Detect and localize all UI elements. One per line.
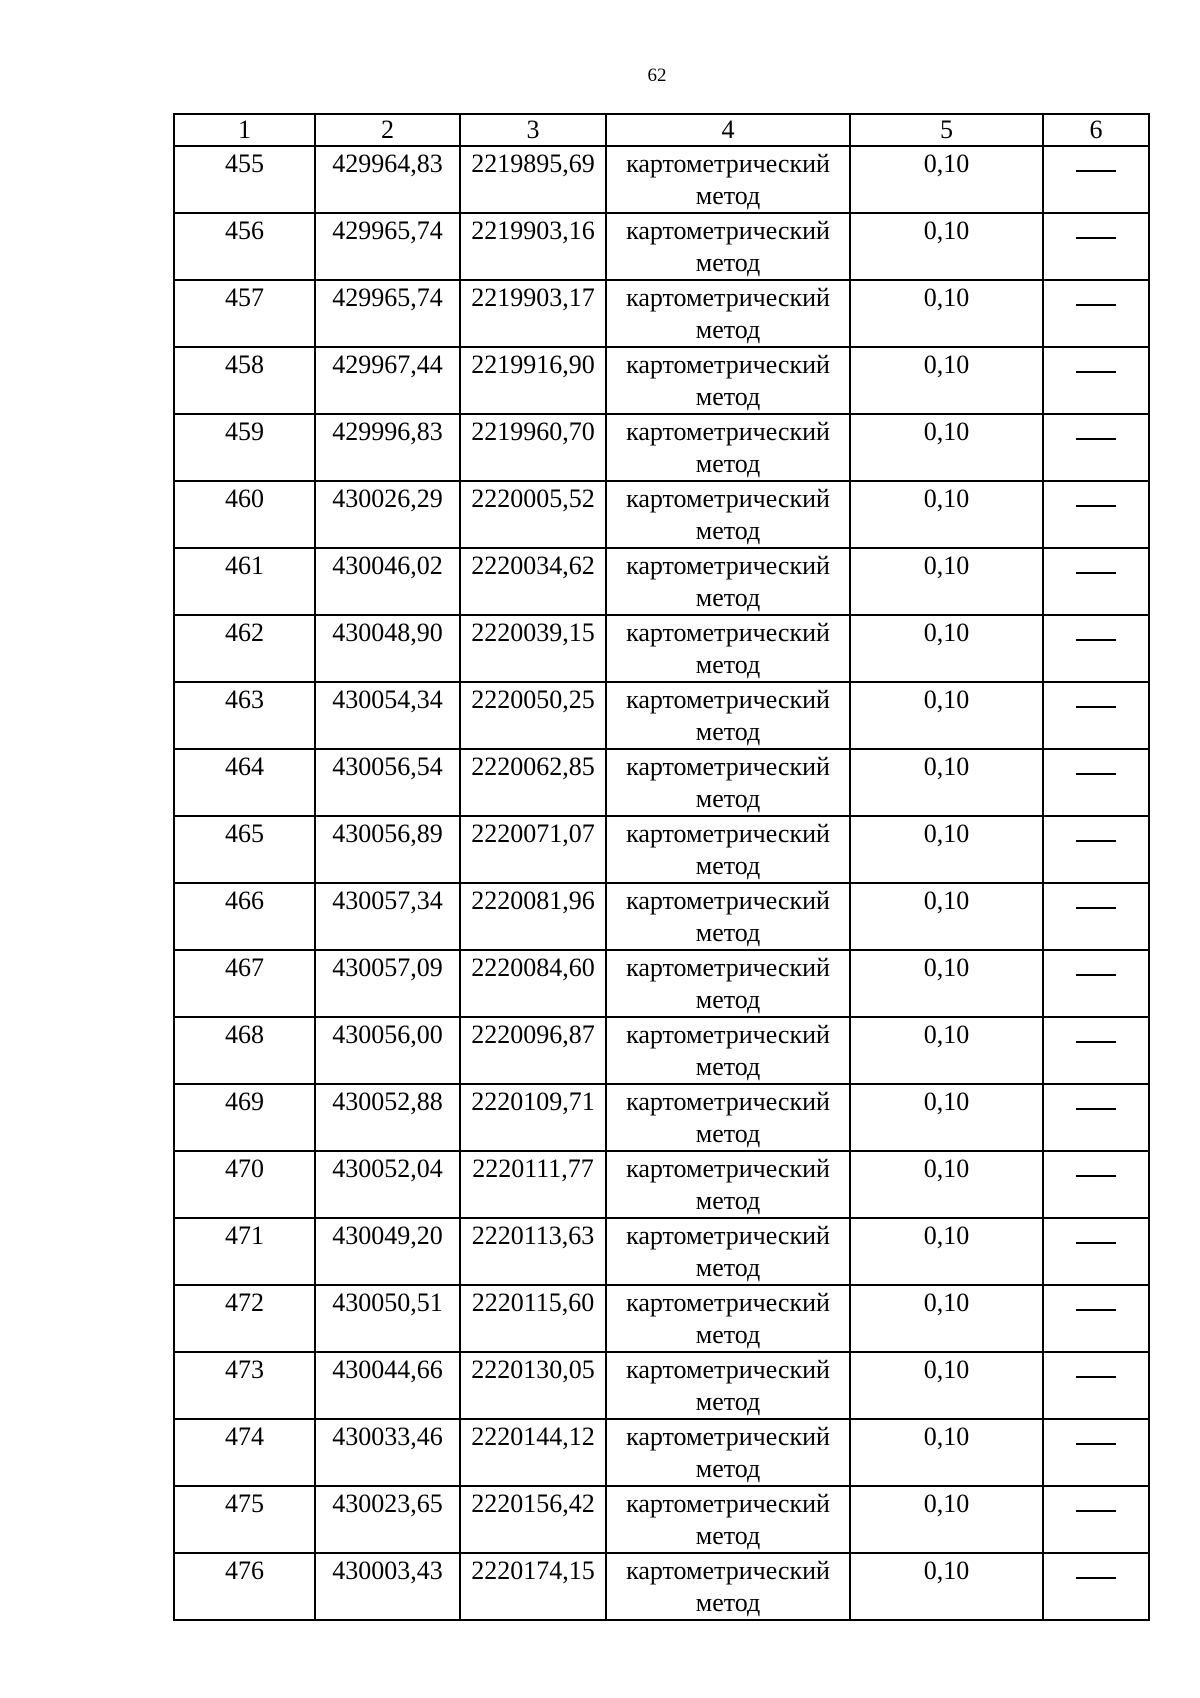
- dash-mark: [1076, 371, 1116, 373]
- point-number-cell: 474: [174, 1419, 315, 1486]
- method-line: метод: [695, 516, 761, 545]
- accuracy-cell: 0,10: [850, 682, 1043, 749]
- point-number-cell: 467: [174, 950, 315, 1017]
- method-line: метод: [695, 918, 761, 947]
- table-row: [174, 1218, 1149, 1285]
- column-header: 3: [460, 114, 606, 146]
- x-coordinate-cell: 430052,04: [315, 1151, 460, 1218]
- method-cell: [606, 1352, 850, 1419]
- method-line: метод: [695, 650, 761, 679]
- point-number-cell: 476: [174, 1553, 315, 1620]
- y-coordinate-cell: 2220081,96: [460, 883, 606, 950]
- x-coordinate-cell: 430057,09: [315, 950, 460, 1017]
- y-coordinate-cell: 2220156,42: [460, 1486, 606, 1553]
- point-number-cell: 460: [174, 481, 315, 548]
- point-number-cell: 468: [174, 1017, 315, 1084]
- method-cell: [606, 816, 850, 883]
- x-coordinate-cell: 430003,43: [315, 1553, 460, 1620]
- note-cell: [1043, 213, 1149, 280]
- y-coordinate-cell: 2220005,52: [460, 481, 606, 548]
- method-line: метод: [695, 315, 761, 344]
- table-row: [174, 1352, 1149, 1419]
- dash-mark: [1076, 773, 1116, 775]
- dash-mark: [1076, 1242, 1116, 1244]
- table-row: [174, 280, 1149, 347]
- point-number-cell: 458: [174, 347, 315, 414]
- accuracy-cell: 0,10: [850, 1151, 1043, 1218]
- y-coordinate-cell: 2220115,60: [460, 1285, 606, 1352]
- note-cell: [1043, 816, 1149, 883]
- table-row: [174, 883, 1149, 950]
- point-number-cell: 457: [174, 280, 315, 347]
- accuracy-cell: 0,10: [850, 1486, 1043, 1553]
- table-row: [174, 950, 1149, 1017]
- dash-mark: [1076, 974, 1116, 976]
- method-line: метод: [695, 181, 761, 210]
- method-line: метод: [695, 248, 761, 277]
- y-coordinate-cell: 2219916,90: [460, 347, 606, 414]
- column-header: 1: [174, 114, 315, 146]
- column-header: 2: [315, 114, 460, 146]
- note-cell: [1043, 1352, 1149, 1419]
- method-line: метод: [695, 1320, 761, 1349]
- y-coordinate-cell: 2220096,87: [460, 1017, 606, 1084]
- dash-mark: [1076, 1175, 1116, 1177]
- x-coordinate-cell: 430057,34: [315, 883, 460, 950]
- x-coordinate-cell: 430056,89: [315, 816, 460, 883]
- method-line: картометрический: [626, 685, 830, 714]
- note-cell: [1043, 1218, 1149, 1285]
- method-cell: [606, 749, 850, 816]
- x-coordinate-cell: 430023,65: [315, 1486, 460, 1553]
- x-coordinate-cell: 430033,46: [315, 1419, 460, 1486]
- note-cell: [1043, 146, 1149, 213]
- x-coordinate-cell: 430048,90: [315, 615, 460, 682]
- method-line: метод: [695, 1454, 761, 1483]
- note-cell: [1043, 1017, 1149, 1084]
- method-cell: [606, 1218, 850, 1285]
- x-coordinate-cell: 430056,00: [315, 1017, 460, 1084]
- dash-mark: [1076, 1443, 1116, 1445]
- point-number-cell: 463: [174, 682, 315, 749]
- note-cell: [1043, 883, 1149, 950]
- method-line: картометрический: [626, 1288, 830, 1317]
- column-header: 5: [850, 114, 1043, 146]
- x-coordinate-cell: 429965,74: [315, 213, 460, 280]
- point-number-cell: 461: [174, 548, 315, 615]
- method-cell: [606, 146, 850, 213]
- y-coordinate-cell: 2219960,70: [460, 414, 606, 481]
- accuracy-cell: 0,10: [850, 347, 1043, 414]
- y-coordinate-cell: 2219903,16: [460, 213, 606, 280]
- x-coordinate-cell: 429965,74: [315, 280, 460, 347]
- table-row: [174, 213, 1149, 280]
- accuracy-cell: 0,10: [850, 280, 1043, 347]
- method-cell: [606, 1017, 850, 1084]
- table-row: [174, 1151, 1149, 1218]
- method-line: картометрический: [626, 1489, 830, 1518]
- dash-mark: [1076, 1309, 1116, 1311]
- method-line: метод: [695, 1521, 761, 1550]
- dash-mark: [1076, 1376, 1116, 1378]
- point-number-cell: 456: [174, 213, 315, 280]
- method-line: картометрический: [626, 417, 830, 446]
- table-row: [174, 548, 1149, 615]
- x-coordinate-cell: 430050,51: [315, 1285, 460, 1352]
- x-coordinate-cell: 430049,20: [315, 1218, 460, 1285]
- note-cell: [1043, 347, 1149, 414]
- method-line: картометрический: [626, 1154, 830, 1183]
- note-cell: [1043, 1553, 1149, 1620]
- note-cell: [1043, 749, 1149, 816]
- note-cell: [1043, 414, 1149, 481]
- method-line: метод: [695, 1119, 761, 1148]
- note-cell: [1043, 1084, 1149, 1151]
- y-coordinate-cell: 2220109,71: [460, 1084, 606, 1151]
- method-line: картометрический: [626, 1556, 830, 1585]
- dash-mark: [1076, 237, 1116, 239]
- point-number-cell: 459: [174, 414, 315, 481]
- method-cell: [606, 1486, 850, 1553]
- method-line: метод: [695, 1052, 761, 1081]
- table-body: [174, 146, 1149, 1620]
- dash-mark: [1076, 1510, 1116, 1512]
- x-coordinate-cell: 430046,02: [315, 548, 460, 615]
- dash-mark: [1076, 572, 1116, 574]
- y-coordinate-cell: 2220071,07: [460, 816, 606, 883]
- table-row: [174, 1486, 1149, 1553]
- method-line: картометрический: [626, 283, 830, 312]
- dash-mark: [1076, 1108, 1116, 1110]
- table-row: [174, 347, 1149, 414]
- point-number-cell: 462: [174, 615, 315, 682]
- note-cell: [1043, 615, 1149, 682]
- dash-mark: [1076, 706, 1116, 708]
- coordinates-table: [173, 113, 1150, 1621]
- method-cell: [606, 414, 850, 481]
- point-number-cell: 470: [174, 1151, 315, 1218]
- y-coordinate-cell: 2220050,25: [460, 682, 606, 749]
- accuracy-cell: 0,10: [850, 883, 1043, 950]
- note-cell: [1043, 481, 1149, 548]
- table-header-row: [174, 114, 1149, 146]
- method-cell: [606, 1553, 850, 1620]
- method-line: метод: [695, 449, 761, 478]
- table-row: [174, 749, 1149, 816]
- accuracy-cell: 0,10: [850, 615, 1043, 682]
- note-cell: [1043, 548, 1149, 615]
- method-cell: [606, 481, 850, 548]
- method-line: метод: [695, 717, 761, 746]
- accuracy-cell: 0,10: [850, 950, 1043, 1017]
- method-line: метод: [695, 1387, 761, 1416]
- page-number: 62: [647, 65, 667, 86]
- y-coordinate-cell: 2220039,15: [460, 615, 606, 682]
- method-cell: [606, 615, 850, 682]
- method-line: картометрический: [626, 1422, 830, 1451]
- point-number-cell: 465: [174, 816, 315, 883]
- table-row: [174, 1084, 1149, 1151]
- y-coordinate-cell: 2220113,63: [460, 1218, 606, 1285]
- y-coordinate-cell: 2220084,60: [460, 950, 606, 1017]
- column-header: 4: [606, 114, 850, 146]
- dash-mark: [1076, 1577, 1116, 1579]
- dash-mark: [1076, 304, 1116, 306]
- point-number-cell: 455: [174, 146, 315, 213]
- accuracy-cell: 0,10: [850, 1419, 1043, 1486]
- method-line: метод: [695, 985, 761, 1014]
- method-cell: [606, 213, 850, 280]
- method-line: метод: [695, 1588, 761, 1617]
- y-coordinate-cell: 2220174,15: [460, 1553, 606, 1620]
- dash-mark: [1076, 639, 1116, 641]
- method-cell: [606, 883, 850, 950]
- point-number-cell: 471: [174, 1218, 315, 1285]
- method-line: картометрический: [626, 484, 830, 513]
- table-row: [174, 414, 1149, 481]
- dash-mark: [1076, 840, 1116, 842]
- point-number-cell: 472: [174, 1285, 315, 1352]
- point-number-cell: 475: [174, 1486, 315, 1553]
- accuracy-cell: 0,10: [850, 749, 1043, 816]
- method-line: картометрический: [626, 551, 830, 580]
- method-cell: [606, 280, 850, 347]
- method-line: метод: [695, 1253, 761, 1282]
- table-row: [174, 1553, 1149, 1620]
- dash-mark: [1076, 438, 1116, 440]
- table-row: [174, 816, 1149, 883]
- accuracy-cell: 0,10: [850, 548, 1043, 615]
- note-cell: [1043, 1486, 1149, 1553]
- table-row: [174, 615, 1149, 682]
- method-line: метод: [695, 1186, 761, 1215]
- y-coordinate-cell: 2220130,05: [460, 1352, 606, 1419]
- method-cell: [606, 950, 850, 1017]
- x-coordinate-cell: 429996,83: [315, 414, 460, 481]
- method-line: картометрический: [626, 350, 830, 379]
- method-cell: [606, 1419, 850, 1486]
- y-coordinate-cell: 2219903,17: [460, 280, 606, 347]
- method-line: картометрический: [626, 618, 830, 647]
- method-line: картометрический: [626, 1355, 830, 1384]
- accuracy-cell: 0,10: [850, 1553, 1043, 1620]
- method-line: картометрический: [626, 216, 830, 245]
- y-coordinate-cell: 2220034,62: [460, 548, 606, 615]
- accuracy-cell: 0,10: [850, 481, 1043, 548]
- x-coordinate-cell: 430052,88: [315, 1084, 460, 1151]
- note-cell: [1043, 950, 1149, 1017]
- method-line: картометрический: [626, 1087, 830, 1116]
- dash-mark: [1076, 170, 1116, 172]
- y-coordinate-cell: 2220062,85: [460, 749, 606, 816]
- table-row: [174, 1017, 1149, 1084]
- x-coordinate-cell: 430054,34: [315, 682, 460, 749]
- accuracy-cell: 0,10: [850, 1285, 1043, 1352]
- y-coordinate-cell: 2219895,69: [460, 146, 606, 213]
- y-coordinate-cell: 2220144,12: [460, 1419, 606, 1486]
- dash-mark: [1076, 505, 1116, 507]
- x-coordinate-cell: 429967,44: [315, 347, 460, 414]
- method-line: картометрический: [626, 886, 830, 915]
- x-coordinate-cell: 430044,66: [315, 1352, 460, 1419]
- table-row: [174, 1419, 1149, 1486]
- accuracy-cell: 0,10: [850, 816, 1043, 883]
- accuracy-cell: 0,10: [850, 414, 1043, 481]
- column-header: 6: [1043, 114, 1149, 146]
- method-line: метод: [695, 382, 761, 411]
- method-cell: [606, 1151, 850, 1218]
- note-cell: [1043, 1419, 1149, 1486]
- accuracy-cell: 0,10: [850, 1352, 1043, 1419]
- method-line: картометрический: [626, 752, 830, 781]
- accuracy-cell: 0,10: [850, 213, 1043, 280]
- y-coordinate-cell: 2220111,77: [460, 1151, 606, 1218]
- method-cell: [606, 548, 850, 615]
- point-number-cell: 473: [174, 1352, 315, 1419]
- accuracy-cell: 0,10: [850, 1218, 1043, 1285]
- table-row: [174, 1285, 1149, 1352]
- note-cell: [1043, 682, 1149, 749]
- note-cell: [1043, 280, 1149, 347]
- note-cell: [1043, 1285, 1149, 1352]
- accuracy-cell: 0,10: [850, 146, 1043, 213]
- method-line: картометрический: [626, 1020, 830, 1049]
- x-coordinate-cell: 429964,83: [315, 146, 460, 213]
- method-line: картометрический: [626, 149, 830, 178]
- method-line: метод: [695, 583, 761, 612]
- point-number-cell: 469: [174, 1084, 315, 1151]
- point-number-cell: 466: [174, 883, 315, 950]
- dash-mark: [1076, 1041, 1116, 1043]
- point-number-cell: 464: [174, 749, 315, 816]
- method-cell: [606, 1084, 850, 1151]
- method-cell: [606, 1285, 850, 1352]
- method-cell: [606, 682, 850, 749]
- method-line: картометрический: [626, 819, 830, 848]
- method-line: картометрический: [626, 1221, 830, 1250]
- method-cell: [606, 347, 850, 414]
- table-row: [174, 146, 1149, 213]
- x-coordinate-cell: 430056,54: [315, 749, 460, 816]
- accuracy-cell: 0,10: [850, 1017, 1043, 1084]
- dash-mark: [1076, 907, 1116, 909]
- accuracy-cell: 0,10: [850, 1084, 1043, 1151]
- method-line: картометрический: [626, 953, 830, 982]
- x-coordinate-cell: 430026,29: [315, 481, 460, 548]
- table-row: [174, 481, 1149, 548]
- note-cell: [1043, 1151, 1149, 1218]
- method-line: метод: [695, 784, 761, 813]
- method-line: метод: [695, 851, 761, 880]
- table-row: [174, 682, 1149, 749]
